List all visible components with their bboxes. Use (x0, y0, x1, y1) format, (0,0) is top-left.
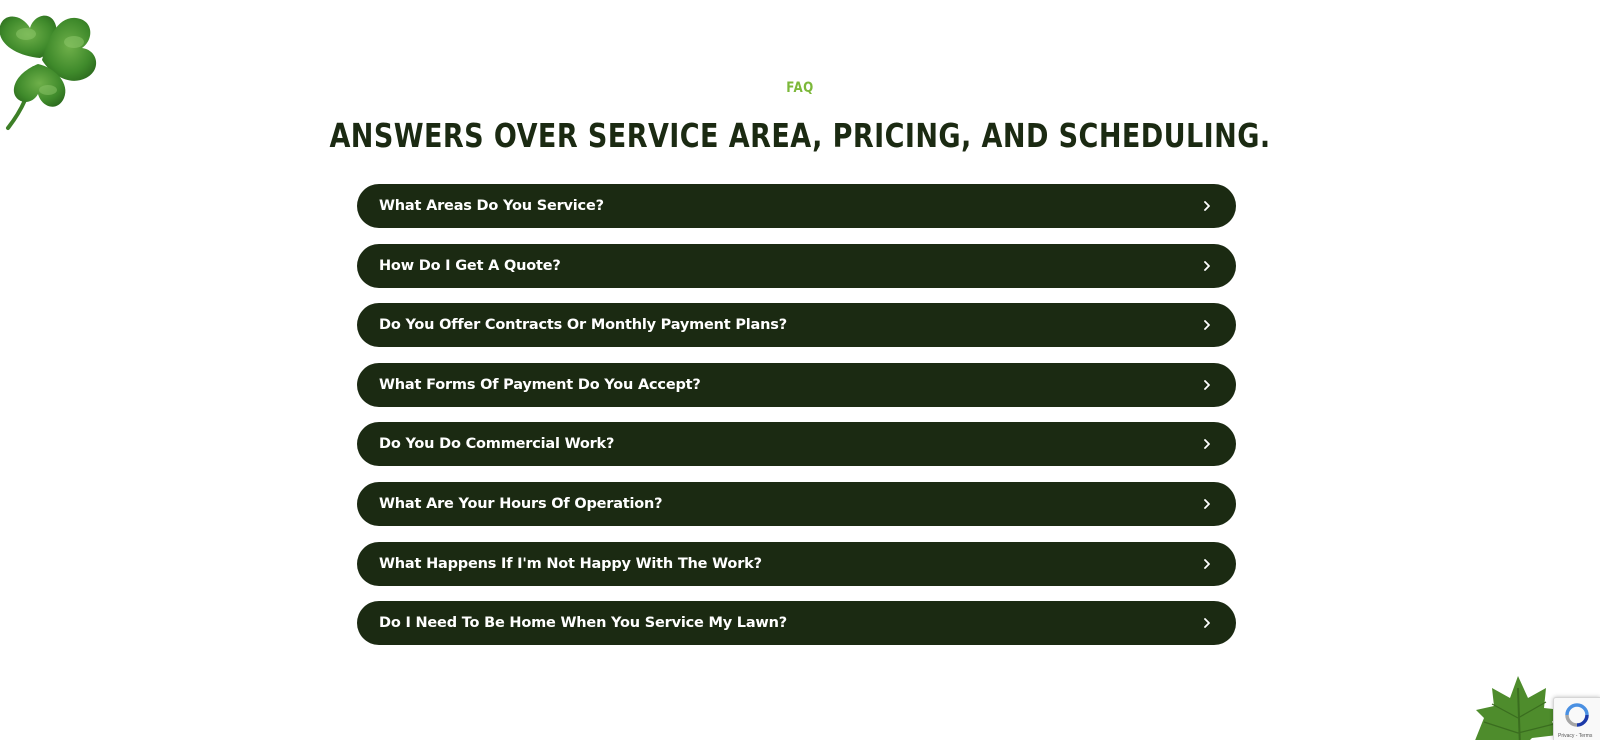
chevron-right-icon[interactable] (1202, 319, 1212, 331)
faq-question: What Happens If I'm Not Happy With The Work? (379, 555, 762, 572)
recaptcha-footer[interactable]: Privacy - Terms (1558, 733, 1593, 739)
faq-item[interactable] (357, 244, 1236, 288)
faq-item[interactable] (357, 601, 1236, 645)
faq-question: Do I Need To Be Home When You Service My Lawn? (379, 615, 787, 632)
chevron-right-icon[interactable] (1202, 617, 1212, 629)
faq-question: What Forms Of Payment Do You Accept? (379, 376, 701, 393)
section-eyebrow: FAQ (786, 80, 814, 96)
faq-item[interactable] (357, 303, 1236, 347)
faq-item[interactable] (357, 422, 1236, 466)
chevron-right-icon[interactable] (1202, 438, 1212, 450)
faq-item[interactable] (357, 482, 1236, 526)
faq-question: How Do I Get A Quote? (379, 257, 561, 274)
faq-item[interactable] (357, 363, 1236, 407)
chevron-right-icon[interactable] (1202, 379, 1212, 391)
recaptcha-badge[interactable] (1553, 697, 1600, 740)
faq-question: Do You Offer Contracts Or Monthly Payment Plans? (379, 317, 787, 334)
faq-item[interactable] (357, 542, 1236, 586)
chevron-right-icon[interactable] (1202, 200, 1212, 212)
faq-question: What Are Your Hours Of Operation? (379, 495, 663, 512)
faq-question: What Areas Do You Service? (379, 198, 604, 214)
recaptcha-icon (1564, 702, 1590, 728)
chevron-right-icon[interactable] (1202, 498, 1212, 510)
faq-item[interactable] (357, 184, 1236, 228)
faq-question: Do You Do Commercial Work? (379, 436, 615, 453)
chevron-right-icon[interactable] (1202, 558, 1212, 570)
clover-icon (0, 0, 116, 138)
section-title: ANSWERS OVER SERVICE AREA, PRICING, AND SCHEDULING. (329, 116, 1271, 155)
chevron-right-icon[interactable] (1202, 260, 1212, 272)
faq-accordion (357, 184, 1236, 661)
